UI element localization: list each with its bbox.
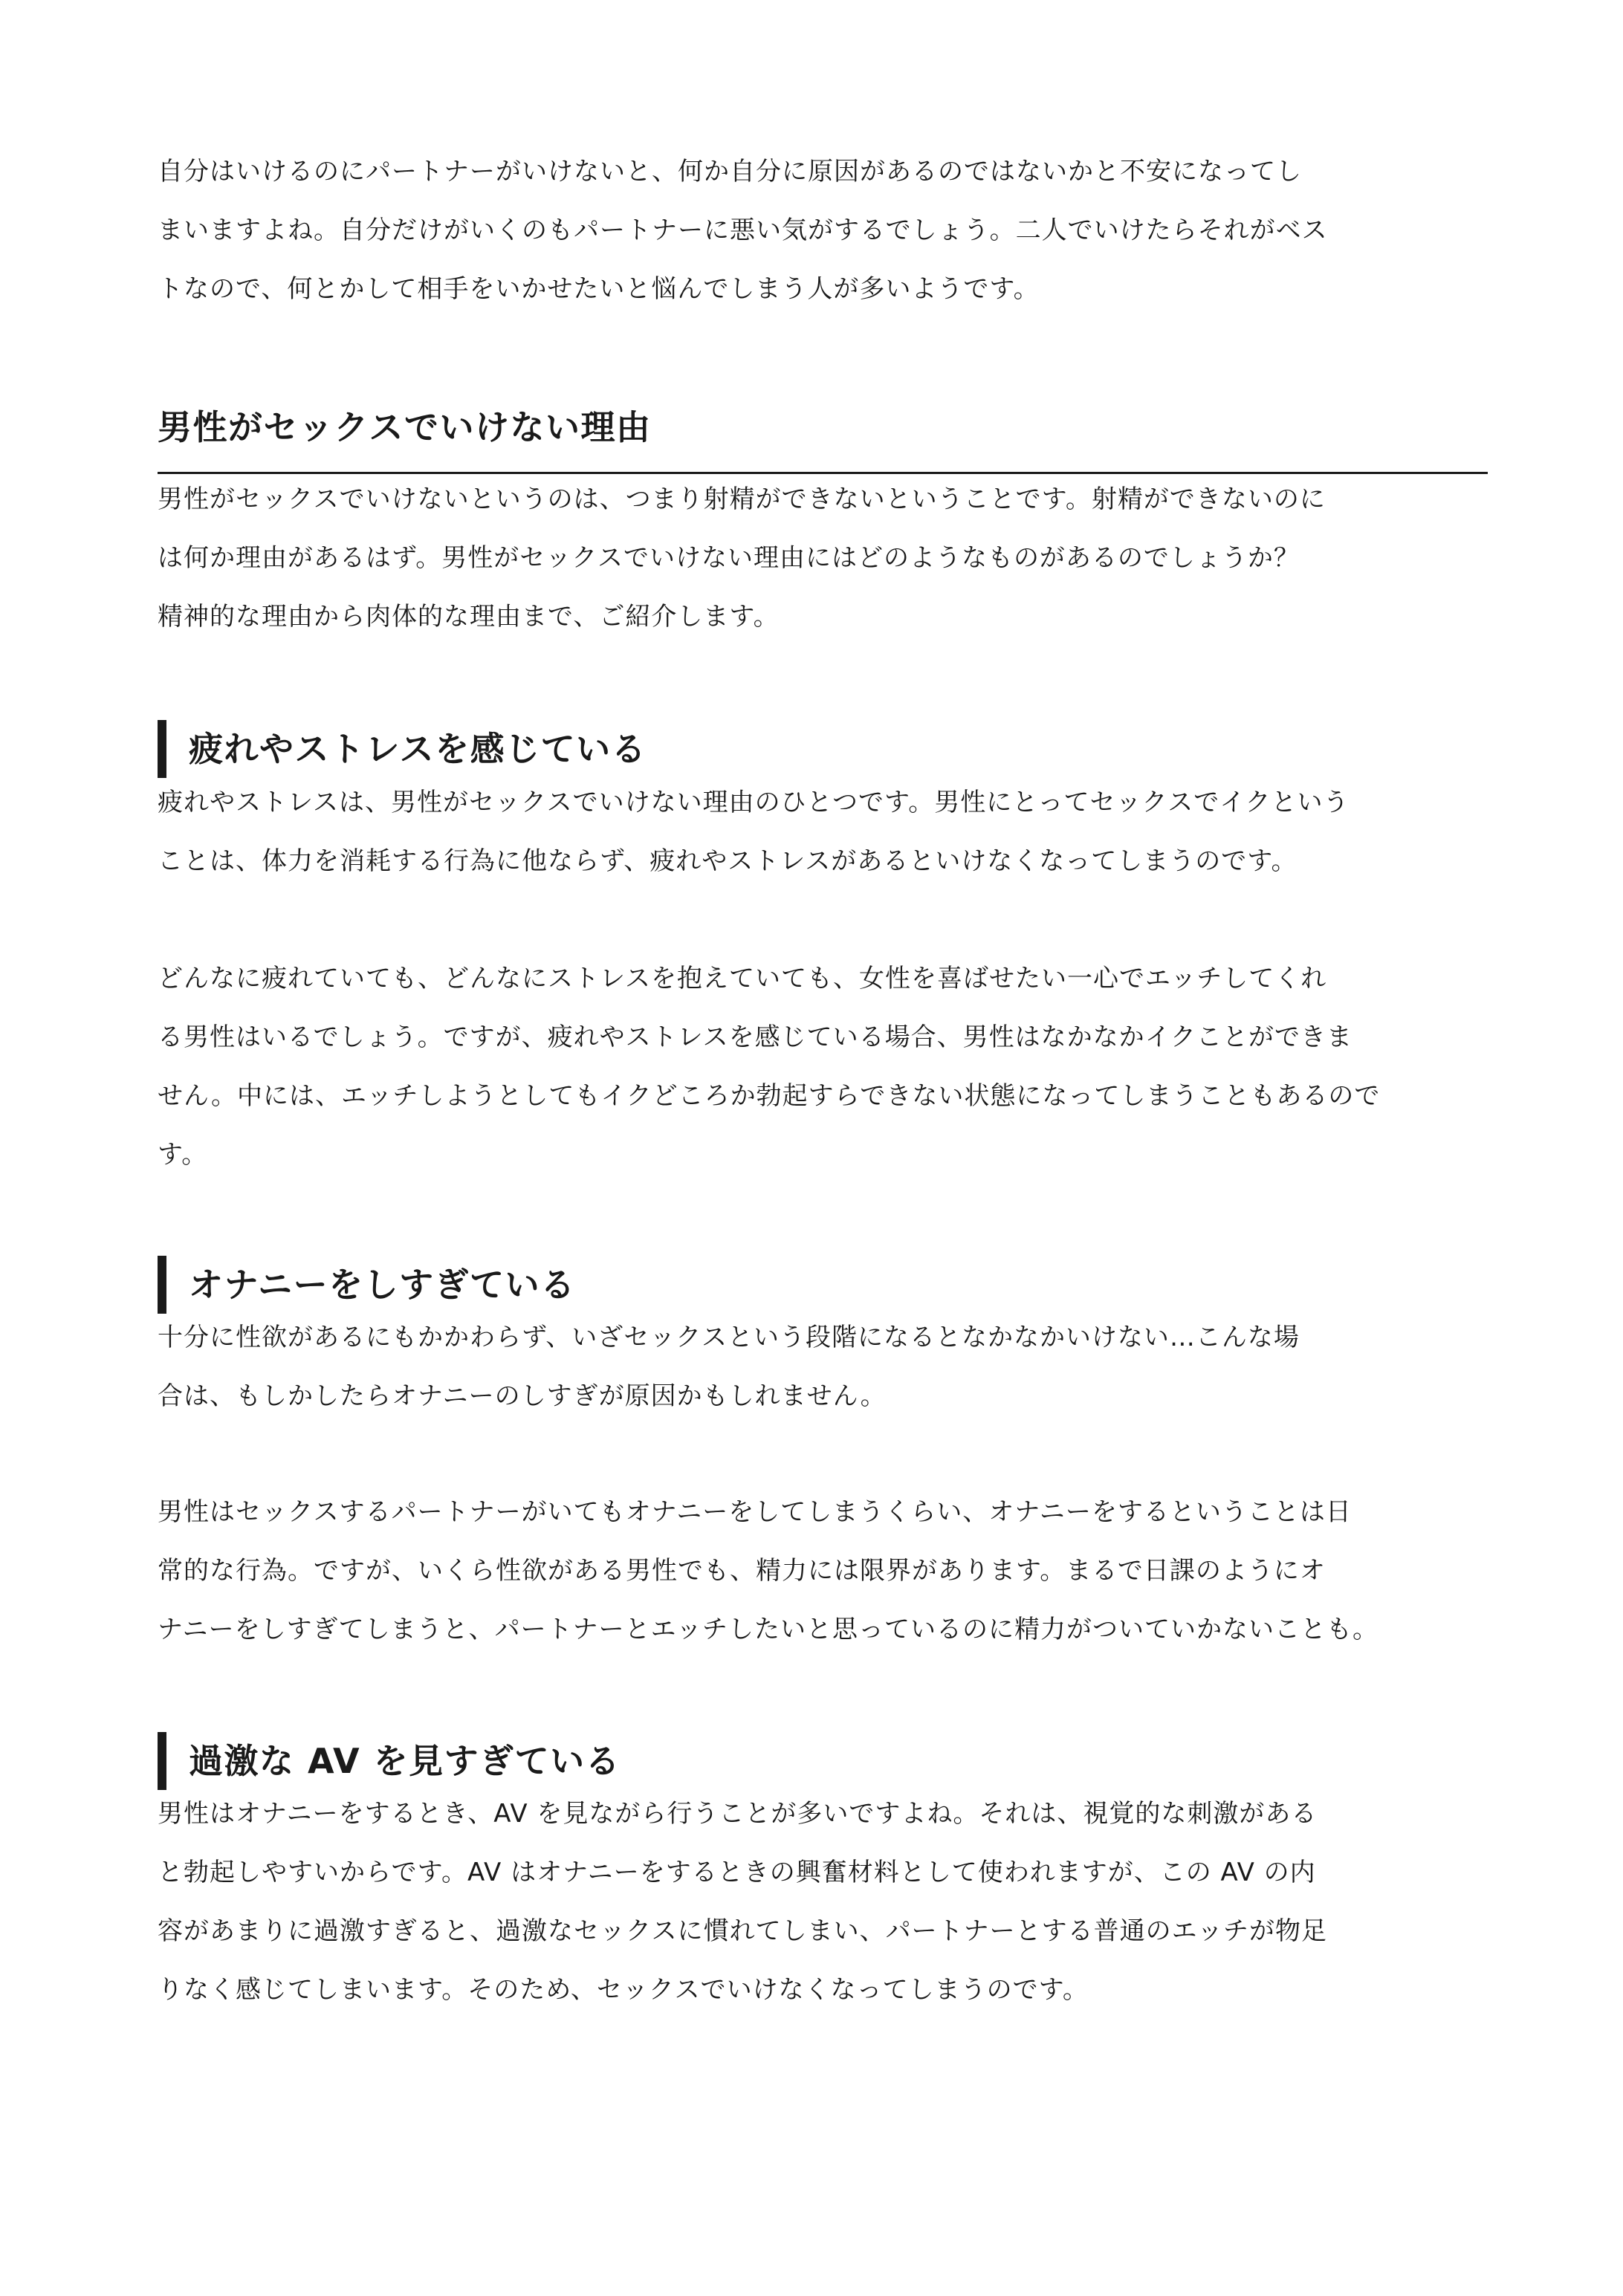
subsection-paragraph: どんなに疲れていても、どんなにストレスを抱えていても、女性を喜ばせたい一心でエッチしてくれ る男性はいるでしょう。ですが、疲れやストレスを感じている場合、男性はなかなかイクことができま せん。中には、エッチしようとしてもイクどころか勃起すらできない状態になってしまうこともあるので す。 — [158, 964, 1381, 1170]
subsection-paragraph: 男性はセックスするパートナーがいてもオナニーをしてしまうくらい、オナニーをするということは日 常的な行為。ですが、いくら性欲がある男性でも、精力には限界があります。まるで日課のようにオ ナニーをしすぎてしまうと、パートナーとエッチしたいと思っているのに精力がついていかないことも。 — [158, 1497, 1379, 1644]
heading-bar-marker — [158, 720, 166, 778]
intro-paragraph: 自分はいけるのにパートナーがいけないと、何か自分に原因があるのではないかと不安になってし まいますよね。自分だけがいくのもパートナーに悪い気がするでしょう。二人でいけたらそれがベス トなので、何とかして相手をいかせたいと悩んでしまう人が多いようです。 — [158, 157, 1328, 304]
subsection-heading-text: オナニーをしすぎている — [189, 1265, 576, 1305]
section-heading: 男性がセックスでいけない理由 — [158, 407, 652, 447]
subsection-heading-av — [158, 1732, 621, 1790]
subsection-paragraph: 疲れやストレスは、男性がセックスでいけない理由のひとつです。男性にとってセックスでイクという ことは、体力を消耗する行為に他ならず、疲れやストレスがあるといけなくなってしまうのです。 — [158, 788, 1350, 876]
section-intro-paragraph: 男性がセックスでいけないというのは、つまり射精ができないということです。射精ができないのに は何か理由があるはず。男性がセックスでいけない理由にはどのようなものがあるのでしょうか？ 精神的な理由から肉体的な理由まで、ご紹介します。 — [158, 484, 1326, 632]
subsection-heading-text: 過激な AV を見すぎている — [189, 1741, 621, 1781]
subsection-heading-fatigue — [158, 720, 647, 778]
heading-bar-marker — [158, 1732, 166, 1790]
subsection-paragraph: 十分に性欲があるにもかかわらず、いざセックスという段階になるとなかなかいけない…こんな場 合は、もしかしたらオナニーのしすぎが原因かもしれません。 — [158, 1323, 1300, 1411]
subsection-paragraph: 男性はオナニーをするとき、AV を見ながら行うことが多いですよね。それは、視覚的な刺激がある と勃起しやすいからです。AV はオナニーをするときの興奮材料として使われますが、この AV の内 容があまりに過激すぎると、過激なセックスに慣れてしまい、パートナーとする普通のエッチが物足 りなく感じてしまいます。そのため、セックスでいけなくなってしまうのです。 — [158, 1799, 1327, 2005]
subsection-heading-text: 疲れやストレスを感じている — [189, 729, 647, 769]
subsection-heading-masturbation — [158, 1256, 576, 1314]
heading-bar-marker — [158, 1256, 166, 1314]
